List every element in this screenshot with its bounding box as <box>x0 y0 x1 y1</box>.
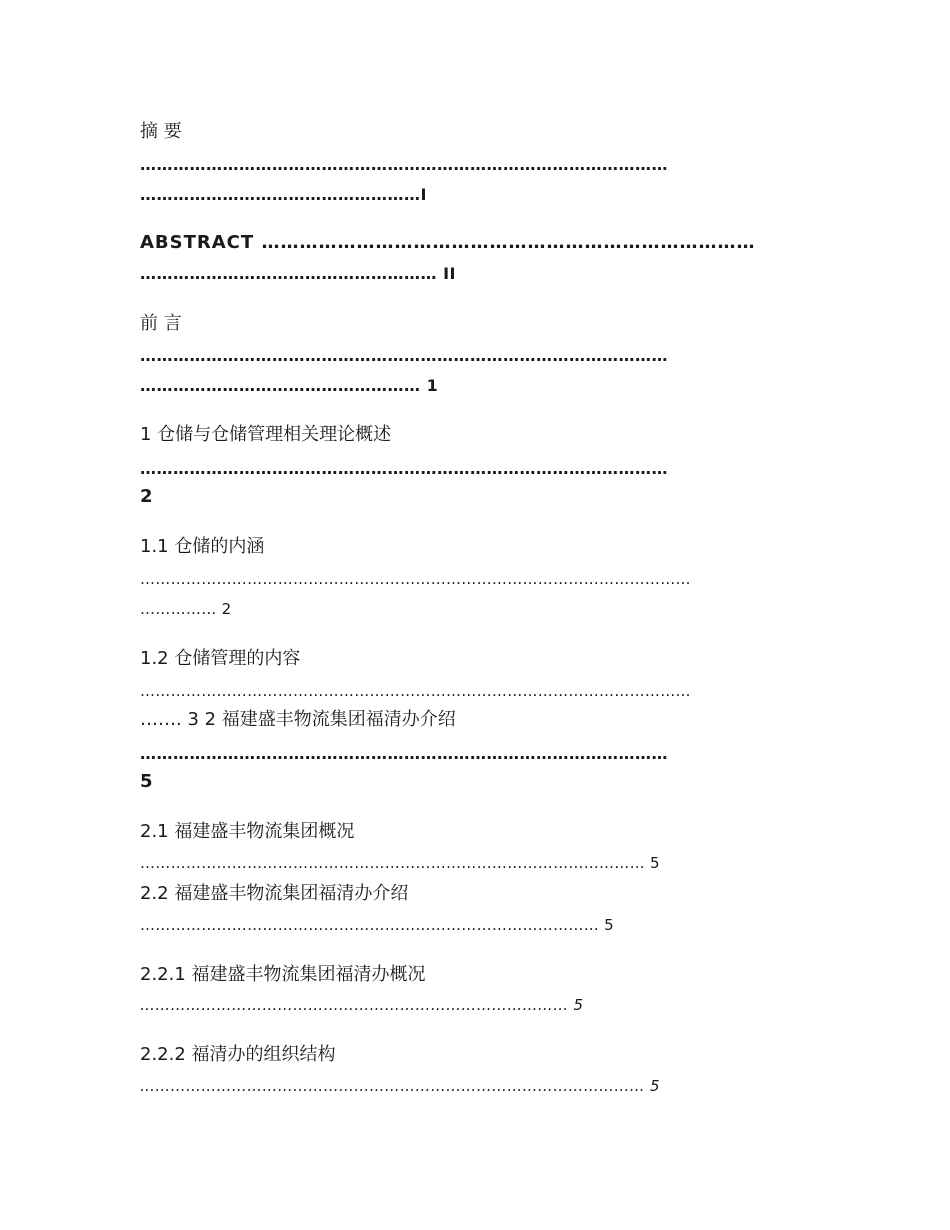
toc-section-2-1-title[interactable]: 2.1 福建盛丰物流集团概况 <box>140 821 355 842</box>
toc-abstract-cn-title[interactable]: 摘 要 <box>140 121 182 142</box>
toc-chapter2-leader: …………………………………………………………………………………… <box>140 744 668 763</box>
toc-section-2-2-page: ……………………………………………………………………………… 5 <box>140 916 614 934</box>
toc-section-1-2-leader: ……………………………………………………………………………………………… <box>140 682 691 700</box>
toc-abstract-en-page: ……………………………………………… II <box>140 264 456 283</box>
toc-section-2-1-page: ……………………………………………………………………………………… 5 <box>140 854 660 872</box>
toc-chapter1-leader: …………………………………………………………………………………… <box>140 459 668 478</box>
toc-chapter1-page: 2 <box>140 486 153 507</box>
toc-chapter1-title[interactable]: 1 仓储与仓储管理相关理论概述 <box>140 424 392 445</box>
toc-section-2-2-1-page: ………………………………………………………………………… 5 <box>140 996 584 1014</box>
toc-abstract-cn-leader: …………………………………………………………………………………… <box>140 155 668 174</box>
toc-section-2-2-1-title[interactable]: 2.2.1 福建盛丰物流集团福清办概况 <box>140 964 426 985</box>
toc-section-1-1-leader: ……………………………………………………………………………………………… <box>140 570 691 588</box>
toc-section-2-2-title[interactable]: 2.2 福建盛丰物流集团福清办介绍 <box>140 883 409 904</box>
toc-preface-page: …………………………………………… 1 <box>140 376 439 395</box>
toc-section-1-2-title[interactable]: 1.2 仓储管理的内容 <box>140 648 301 669</box>
toc-section-2-2-2-title[interactable]: 2.2.2 福清办的组织结构 <box>140 1044 336 1065</box>
toc-section-1-1-page: …………… 2 <box>140 600 232 618</box>
toc-chapter2-page: 5 <box>140 771 153 792</box>
toc-section-1-2-page-and-chapter2[interactable]: ……. 3 2 福建盛丰物流集团福清办介绍 <box>140 709 456 730</box>
toc-preface-title[interactable]: 前 言 <box>140 313 182 334</box>
toc-abstract-en-title[interactable]: ABSTRACT …………………………………………………………………… <box>140 232 756 253</box>
toc-section-1-1-title[interactable]: 1.1 仓储的内涵 <box>140 536 265 557</box>
toc-abstract-cn-page: ……………………………………………I <box>140 185 427 204</box>
toc-preface-leader: …………………………………………………………………………………… <box>140 346 668 365</box>
toc-section-2-2-2-page: ……………………………………………………………………………………… 5 <box>140 1077 660 1095</box>
